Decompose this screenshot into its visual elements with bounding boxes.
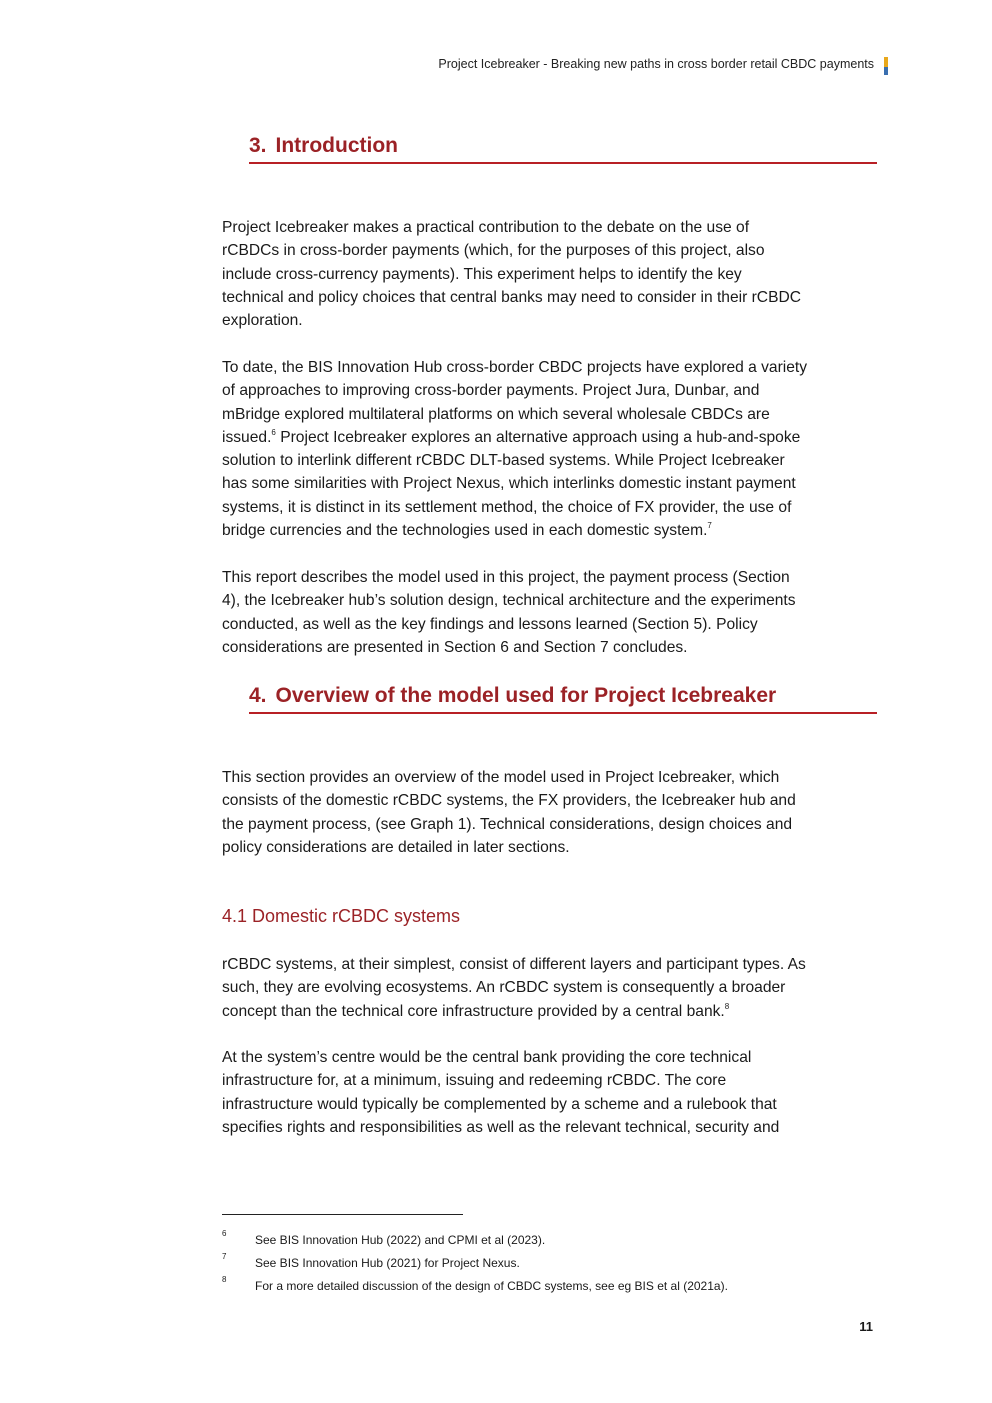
footnote-number: 7 (222, 1252, 227, 1261)
text-line: solution to interlink different rCBDC DLT-based systems. While Project Icebreaker (222, 452, 785, 470)
text-line: Project Icebreaker makes a practical contribution to the debate on the use of (222, 219, 750, 236)
overview-paragraph-1 (222, 766, 874, 859)
text-line: rCBDCs in cross-border payments (which, for the purposes of this project, also (222, 242, 765, 260)
text-line: the payment process, (see Graph 1). Technical considerations, design choices and (222, 815, 793, 833)
section-title: Overview of the model used for Project Icebreaker (275, 684, 777, 707)
text-run: Project Icebreaker explores an alternative approach using a hub-and-spoke (275, 428, 801, 446)
text-line: 4), the Icebreaker hub’s solution design, technical architecture and the experiments (222, 592, 796, 610)
footnote-text: See BIS Innovation Hub (2021) for Project Nexus. (255, 1256, 520, 1270)
footnote-ref-6[interactable]: 6 (271, 427, 276, 437)
text-line: conducted, as well as the key findings and lessons learned (Section 5). Policy (222, 615, 758, 633)
text-line: This section provides an overview of the model used in Project Icebreaker, which (222, 769, 780, 786)
footnote-number: 6 (222, 1229, 227, 1238)
section-title: Introduction (275, 134, 398, 157)
text-line: systems, it is distinct in its settlement method, the choice of FX provider, the use of (222, 498, 792, 516)
running-header: Project Icebreaker - Breaking new paths in cross border retail CBDC payments (438, 57, 874, 71)
intro-paragraph-3 (222, 566, 874, 659)
subsection-paragraph-1 (222, 953, 874, 1023)
intro-paragraph-2 (222, 356, 874, 542)
text-line: considerations are presented in Section 6 and Section 7 concludes. (222, 638, 688, 656)
section-number: 3. (249, 134, 267, 157)
footnote-ref-7[interactable]: 7 (707, 521, 712, 531)
footnote-ref-8[interactable]: 8 (724, 1001, 730, 1011)
footnote-number: 8 (222, 1275, 227, 1284)
section-heading-introduction (249, 134, 877, 164)
subsection-paragraph-2 (222, 1046, 874, 1139)
text-line: has some similarities with Project Nexus, which interlinks domestic instant payment (222, 475, 796, 493)
footnote-7 (222, 1252, 520, 1270)
text-line: consists of the domestic rCBDC systems, the FX providers, the Icebreaker hub and (222, 792, 796, 810)
text-line: policy considerations are detailed in later sections. (222, 838, 570, 856)
text-line: such, they are evolving ecosystems. An rCBDC system is consequently a broader (222, 979, 786, 997)
section-number: 4. (249, 684, 267, 707)
header-accent-bar (884, 57, 888, 75)
text-line: At the system’s centre would be the central bank providing the core technical (222, 1049, 752, 1066)
footnote-text: For a more detailed discussion of the design of CBDC systems, see eg BIS et al (2021a). (255, 1279, 728, 1293)
text-line: of approaches to improving cross-border payments. Project Jura, Dunbar, and (222, 382, 760, 400)
text-line: This report describes the model used in this project, the payment process (Section (222, 569, 790, 586)
footnote-divider (222, 1214, 463, 1215)
footnote-6 (222, 1229, 546, 1247)
text-line: mBridge explored multilateral platforms on which several wholesale CBDCs are (222, 405, 770, 423)
text-line: infrastructure would typically be complemented by a scheme and a rulebook that (222, 1095, 777, 1113)
text-line (222, 519, 874, 542)
footnote-text: See BIS Innovation Hub (2022) and CPMI et al (2023). (255, 1233, 546, 1247)
text-line: rCBDC systems, at their simplest, consist of different layers and participant types. As (222, 956, 806, 973)
text-line (222, 426, 874, 449)
text-line (222, 1000, 874, 1023)
text-line: infrastructure for, at a minimum, issuing and redeeming rCBDC. The core (222, 1072, 727, 1090)
text-line: technical and policy choices that central banks may need to consider in their rCBDC (222, 288, 801, 306)
intro-paragraph-1 (222, 216, 874, 332)
footnote-8 (222, 1275, 728, 1293)
text-line: include cross-currency payments). This experiment helps to identify the key (222, 265, 742, 283)
page-number: 11 (859, 1319, 873, 1334)
text-run: issued. (222, 428, 272, 446)
text-run: bridge currencies and the technologies used in each domestic system. (222, 522, 708, 540)
text-line: exploration. (222, 312, 303, 330)
subsection-heading-domestic-rcbdc: 4.1 Domestic rCBDC systems (222, 906, 461, 926)
text-run: concept than the technical core infrastructure provided by a central bank. (222, 1002, 725, 1020)
text-line: specifies rights and responsibilities as well as the relevant technical, security and (222, 1118, 780, 1136)
text-line: To date, the BIS Innovation Hub cross-border CBDC projects have explored a variety (222, 359, 808, 376)
section-heading-overview (249, 684, 877, 714)
